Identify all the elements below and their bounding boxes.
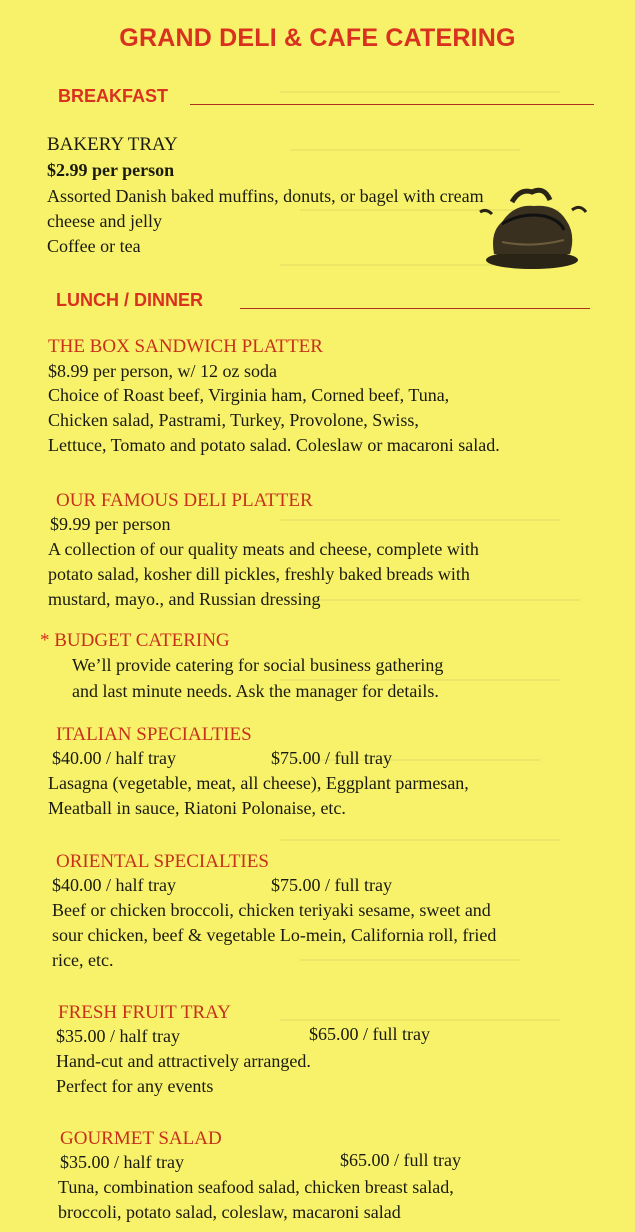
bakery-tray-desc-3: Coffee or tea <box>47 236 141 256</box>
famous-platter-desc-3: mustard, mayo., and Russian dressing <box>48 589 321 609</box>
famous-platter-desc-1: A collection of our quality meats and cheese, complete with <box>48 539 479 559</box>
fruit-tray-half-price: $35.00 / half tray <box>56 1026 180 1046</box>
famous-platter-title: OUR FAMOUS DELI PLATTER <box>56 490 313 511</box>
gourmet-salad-desc-1: Tuna, combination seafood salad, chicken breast salad, <box>58 1177 454 1197</box>
gourmet-salad-full-price: $65.00 / full tray <box>340 1150 461 1170</box>
section-divider <box>240 308 590 309</box>
italian-desc-2: Meatball in sauce, Riatoni Polonaise, etc. <box>48 798 346 818</box>
budget-catering-desc-2: and last minute needs. Ask the manager for details. <box>72 681 439 701</box>
oriental-desc-1: Beef or chicken broccoli, chicken teriyaki sesame, sweet and <box>52 900 491 920</box>
box-platter-title: THE BOX SANDWICH PLATTER <box>48 336 323 357</box>
box-platter-desc-2: Chicken salad, Pastrami, Turkey, Provolone, Swiss, <box>48 410 419 430</box>
bakery-tray-desc-2: cheese and jelly <box>47 211 162 231</box>
box-platter-desc-1: Choice of Roast beef, Virginia ham, Corned beef, Tuna, <box>48 385 450 405</box>
page-title: GRAND DELI & CAFE CATERING <box>119 24 516 52</box>
cake-illustration <box>472 182 592 277</box>
italian-desc-1: Lasagna (vegetable, meat, all cheese), Eggplant parmesan, <box>48 773 469 793</box>
oriental-desc-2: sour chicken, beef & vegetable Lo-mein, California roll, fried <box>52 925 497 945</box>
gourmet-salad-title: GOURMET SALAD <box>60 1128 222 1149</box>
gourmet-salad-half-price: $35.00 / half tray <box>60 1152 184 1172</box>
oriental-desc-3: rice, etc. <box>52 950 114 970</box>
oriental-half-price: $40.00 / half tray <box>52 875 176 895</box>
section-heading-breakfast: BREAKFAST <box>58 86 169 106</box>
fruit-tray-desc-1: Hand-cut and attractively arranged. <box>56 1051 311 1071</box>
fruit-tray-title: FRESH FRUIT TRAY <box>58 1002 231 1023</box>
box-platter-price: $8.99 per person, w/ 12 oz soda <box>48 361 277 381</box>
italian-title: ITALIAN SPECIALTIES <box>56 724 252 745</box>
famous-platter-desc-2: potato salad, kosher dill pickles, freshly baked breads with <box>48 564 470 584</box>
oriental-full-price: $75.00 / full tray <box>271 875 392 895</box>
budget-catering-desc-1: We’ll provide catering for social business gathering <box>72 655 444 675</box>
gourmet-salad-desc-2: broccoli, potato salad, coleslaw, macaroni salad <box>58 1202 401 1222</box>
fruit-tray-desc-2: Perfect for any events <box>56 1076 214 1096</box>
italian-full-price: $75.00 / full tray <box>271 748 392 768</box>
bakery-tray-desc-1: Assorted Danish baked muffins, donuts, or bagel with cream <box>47 186 484 206</box>
section-divider <box>190 104 594 105</box>
section-heading-lunch-dinner: LUNCH / DINNER <box>56 290 203 310</box>
bakery-tray-price: $2.99 per person <box>47 160 175 180</box>
fruit-tray-full-price: $65.00 / full tray <box>309 1024 430 1044</box>
bakery-tray-title: BAKERY TRAY <box>47 134 178 155</box>
asterisk: * <box>40 630 50 651</box>
budget-catering-label: BUDGET CATERING <box>54 630 230 651</box>
oriental-title: ORIENTAL SPECIALTIES <box>56 851 269 872</box>
italian-half-price: $40.00 / half tray <box>52 748 176 768</box>
famous-platter-price: $9.99 per person <box>50 514 171 534</box>
box-platter-desc-3: Lettuce, Tomato and potato salad. Coleslaw or macaroni salad. <box>48 435 500 455</box>
budget-catering-title <box>40 630 230 652</box>
